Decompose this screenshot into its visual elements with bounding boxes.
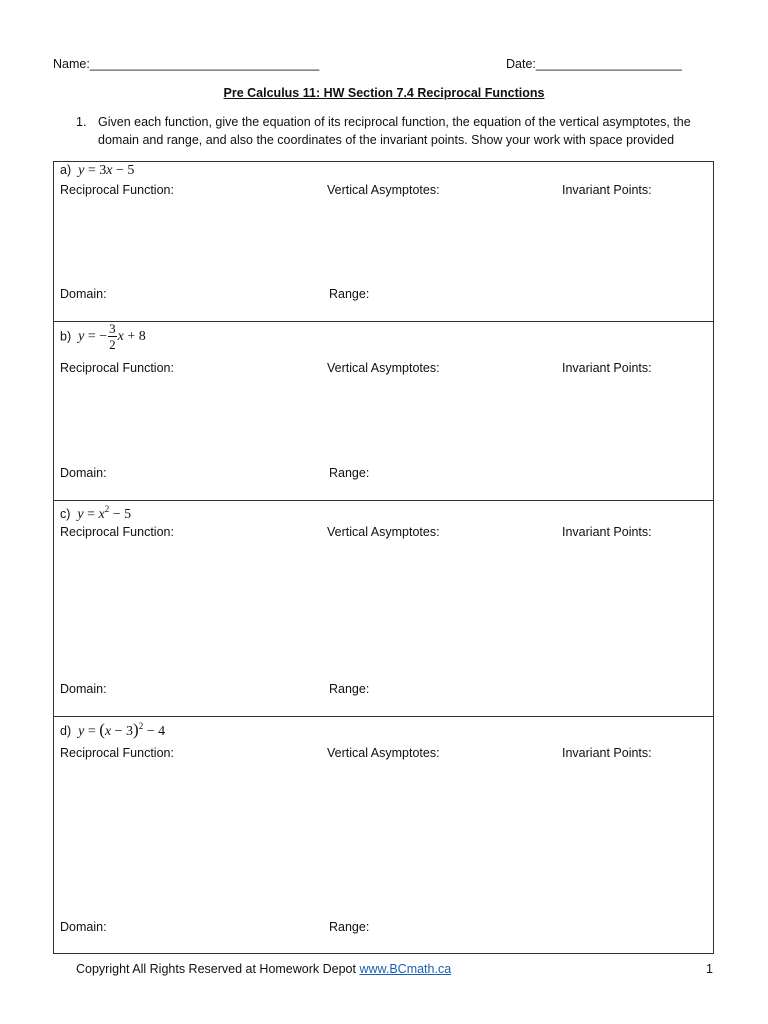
page-number: 1 xyxy=(706,962,713,976)
range-label: Range: xyxy=(329,920,370,934)
worksheet-table xyxy=(53,161,714,954)
bcmath-link[interactable]: www.BCmath.ca xyxy=(359,962,452,976)
function-b-equation: y = − $\frac{3}{2}$ x + 8 xyxy=(78,321,146,352)
name-field: Name:_________________________________ xyxy=(53,57,320,71)
part-b-heading xyxy=(60,322,146,351)
invariant-points-label: Invariant Points: xyxy=(562,746,652,760)
date-field: Date:_____________________ xyxy=(506,57,682,71)
vertical-asymptotes-label: Vertical Asymptotes: xyxy=(327,746,440,760)
range-label: Range: xyxy=(329,682,370,696)
reciprocal-function-label: Reciprocal Function: xyxy=(60,183,174,197)
row-divider xyxy=(53,500,714,501)
domain-label: Domain: xyxy=(60,466,107,480)
function-a-equation: y = 3x − 5 xyxy=(78,163,135,178)
invariant-points-label: Invariant Points: xyxy=(562,361,652,375)
copyright-text: Copyright All Rights Reserved at Homework Depot xyxy=(76,962,360,976)
function-d-equation: $y = (x - 3)^2 - 4$ xyxy=(78,720,166,739)
part-letter: a) xyxy=(60,163,72,177)
question-number: 1. xyxy=(76,115,87,129)
range-label: Range: xyxy=(329,466,370,480)
vertical-asymptotes-label: Vertical Asymptotes: xyxy=(327,525,440,539)
part-letter: d) xyxy=(60,724,72,738)
page-title: Pre Calculus 11: HW Section 7.4 Reciprocal Functions xyxy=(223,86,545,100)
part-d-heading xyxy=(60,720,165,740)
reciprocal-function-label: Reciprocal Function: xyxy=(60,361,174,375)
range-label: Range: xyxy=(329,287,370,301)
part-letter: c) xyxy=(60,507,71,521)
part-letter: b) xyxy=(60,329,72,344)
invariant-points-label: Invariant Points: xyxy=(562,525,652,539)
part-c-heading xyxy=(60,504,131,523)
domain-label: Domain: xyxy=(60,287,107,301)
footer-copyright xyxy=(76,962,451,976)
function-c-equation: $y = x^2 - 5$ xyxy=(77,504,132,522)
vertical-asymptotes-label: Vertical Asymptotes: xyxy=(327,183,440,197)
part-a-heading xyxy=(60,163,134,179)
question-text-line-2: domain and range, and also the coordinates of the invariant points. Show your work with space provided xyxy=(98,133,675,147)
domain-label: Domain: xyxy=(60,682,107,696)
vertical-asymptotes-label: Vertical Asymptotes: xyxy=(327,361,440,375)
domain-label: Domain: xyxy=(60,920,107,934)
row-divider xyxy=(53,321,714,322)
reciprocal-function-label: Reciprocal Function: xyxy=(60,746,174,760)
reciprocal-function-label: Reciprocal Function: xyxy=(60,525,174,539)
question-text-line-1: Given each function, give the equation of its reciprocal function, the equation of the vertical asymptotes, the xyxy=(98,115,691,129)
invariant-points-label: Invariant Points: xyxy=(562,183,652,197)
row-divider xyxy=(53,716,714,717)
